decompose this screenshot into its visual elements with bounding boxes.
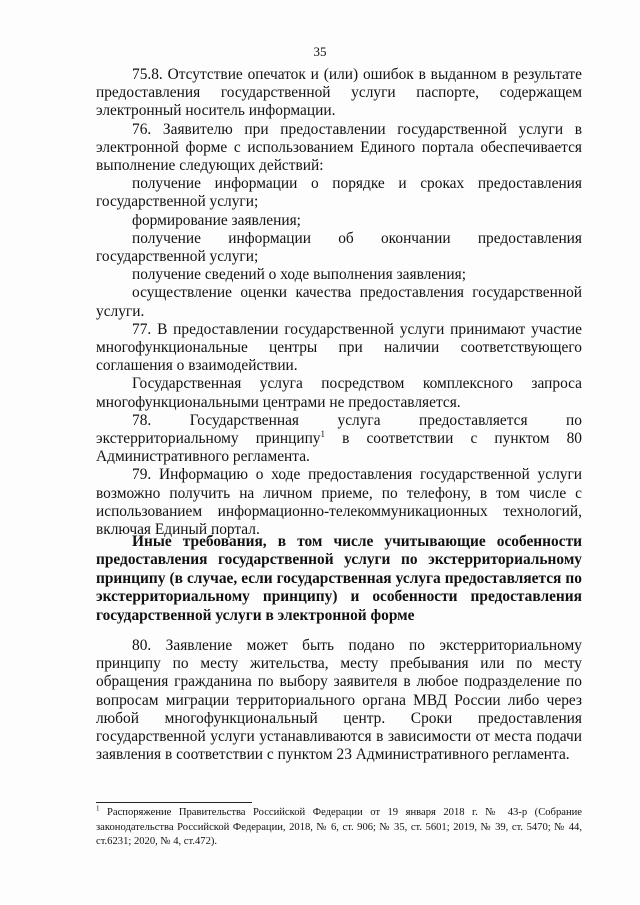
paragraph-77-complex: Государственная услуга посредством комплексного запроса многофункциональными центрами не предоставляется. [96, 375, 582, 411]
footnote-mark: 1 [96, 804, 100, 813]
paragraph-79: 79. Информацию о ходе предоставления государственной услуги возможно получить на личном приеме, по телефону, в том числе с использованием информационно-телекоммуникационных технологий, включая Единый портал. [96, 466, 582, 539]
page-number: 35 [313, 44, 327, 59]
body-text [96, 66, 582, 539]
paragraph-78-start: 78. Государственная услуга предоставляется по экстерриториальному принципу [96, 411, 582, 448]
paragraph-78-end: в соответствии с пунктом 80 Административного регламента. [96, 430, 582, 466]
list-item-form: формирование заявления; [132, 211, 301, 229]
footnote-divider [96, 802, 252, 803]
footnote [96, 806, 582, 850]
paragraph-78 [96, 412, 582, 467]
paragraph-75-8: 75.8. Отсутствие опечаток и (или) ошибок в выданном в результате предоставления государственной услуги паспорте, содержащем электронный носитель информации. [96, 66, 582, 120]
paragraph-80: 80. Заявление может быть подано по экстерриториальному принципу по месту жительства, месту пребывания или по месту обращения гражданина по выбору заявителя в любое подразделение по вопросам миграции территориального органа МВД России либо через любой многофункциональный центр. Сроки предоставления государственной услуги устанавливаются в зависимости от места подачи заявления в соответствии с пунктом 23 Административного регламента. [96, 637, 582, 764]
list-item-completion: получение информации об окончании предоставления государственной услуги; [96, 229, 582, 266]
paragraph-77: 77. В предоставлении государственной услуги принимают участие многофункциональные центры при наличии соответствующего соглашения о взаимодействии. [96, 320, 582, 375]
list-item-info: получение информации о порядке и сроках предоставления государственной услуги; [96, 175, 582, 211]
footnote-reference[interactable]: 1 [320, 428, 325, 439]
footnote-text: Распоряжение Правительства Российской Федерации от 19 января 2018 г. № 43-р (Собрание законодательства Российской Федерации, 2018, № 6, ст. 906; № 35, ст. 5601; 2019, № 39, ст. 5470; № 44, ст.6231; 2020, № 4, ст.472). [96, 807, 582, 847]
list-item-rating: осуществление оценки качества предоставления государственной услуги. [96, 284, 582, 320]
list-item-progress: получение сведений о ходе выполнения заявления; [132, 266, 466, 284]
section-heading: Иные требования, в том числе учитывающие особенности предоставления государственной услуги по экстерриториальному принципу (в случае, если государственная услуга предоставляется по экстерриториальному принципу) и особенности предоставления государственной услуги в электронной форме [96, 533, 582, 624]
paragraph-76: 76. Заявителю при предоставлении государственной услуги в электронной форме с использованием Единого портала обеспечивается выполнение следующих действий: [96, 120, 582, 175]
